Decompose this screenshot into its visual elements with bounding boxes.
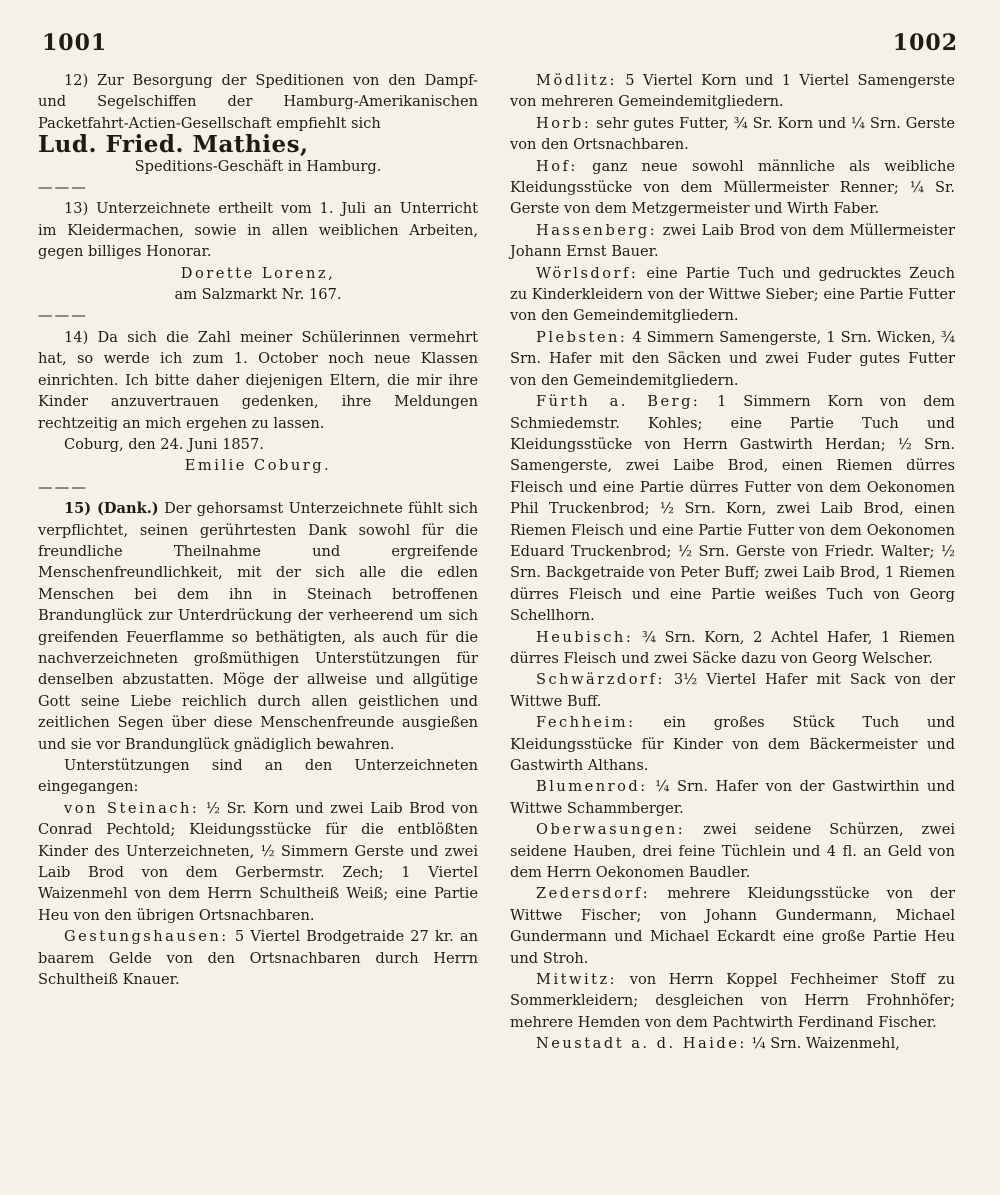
list-item-place: Hof: [536, 157, 578, 175]
list-item [510, 819, 955, 883]
list-item [510, 263, 955, 327]
list-item-text: zwei Laib Brod von dem Müllermeister Johann Ernst Bauer. [510, 221, 955, 261]
page-number-left: 1001 [42, 30, 108, 56]
list-item [510, 627, 955, 670]
list-item [510, 669, 955, 712]
list-item [510, 70, 955, 113]
ad-15-text [38, 498, 478, 755]
list-item-text: 4 Simmern Samengerste, 1 Srn. Wicken, ¾ Srn. Hafer mit den Säcken und zwei Fuder gutes Futter von den Gemeindemitgliedern. [510, 328, 956, 389]
list-item [38, 798, 478, 926]
ad-12-business: Speditions-Geschäft in Hamburg. [134, 157, 382, 175]
list-item-text: 5 Viertel Brodgetraide 27 kr. an baarem Gelde von den Ortsnachbaren durch Herrn Schultheiß Knauer. [38, 928, 478, 989]
list-item [510, 391, 955, 626]
separator-2: ——— [38, 307, 88, 325]
list-item-place: Plebsten: [536, 328, 628, 346]
ad-15-label: 15) (Dank.) [64, 500, 159, 518]
list-item-text: ½ Sr. Korn und zwei Laib Brod von Conrad Pechtold; Kleidungsstücke für die entblößten Kinder des Unterzeichneten, ½ Simmern Gerste und zwei Laib Brod von dem Gerbermstr. Zech; 1 Viertel Waizenmehl von dem Herrn Schultheiß Weiß; eine Partie Heu von den übrigen Ortsnachbaren. [38, 799, 478, 924]
list-item-text: ganz neue sowohl männliche als weibliche Kleidungsstücke von dem Müllermeister Renner; ¼ Sr. Gerste von dem Metzgermeister und Wirth Faber. [510, 157, 956, 218]
list-item-place: Heubisch: [536, 628, 634, 646]
left-column [38, 70, 478, 1175]
list-item-text: 5 Viertel Korn und 1 Viertel Samengerste von mehreren Gemeindemitgliedern. [510, 72, 956, 111]
right-column [510, 70, 955, 1175]
separator-3: ——— [38, 478, 88, 496]
list-item-place: Gestungshausen: [64, 928, 229, 946]
list-item [510, 776, 955, 819]
list-item-place: Blumenrod: [536, 778, 648, 796]
ad-12-firm-name: Lud. Fried. Mathies, [38, 131, 309, 159]
list-item-text: 1 Simmern Korn von dem Schmiedemstr. Kohles; eine Partie Tuch und Kleidungsstücke von Herrn Gastwirth Herdan; ½ Srn. Samengerste, zwei Laibe Brod, einen Riemen dürres Fleisch und eine Partie dürres Futter von dem Oekonomen Phil Truckenbrod; ½ Srn. Korn, zwei Laib Brod, einen Riemen Fleisch und eine Partie Futter von dem Oekonomen Eduard Truckenbrod; ½ Srn. Gerste von Friedr. Walter; ½ Srn. Backgetraide von Peter Buff; zwei Laib Brod, 1 Riemen dürres Fleisch und eine Partie weißes Tuch von Georg Schellhorn. [510, 393, 955, 625]
ad-14-name: Emilie Coburg. [184, 457, 332, 475]
list-item-place: Fürth a. Berg: [536, 393, 701, 411]
list-item [510, 156, 955, 220]
list-item [38, 926, 478, 990]
page-number-right: 1002 [892, 30, 958, 56]
list-item [510, 220, 955, 263]
list-item-text: ¼ Srn. Waizenmehl, [751, 1035, 900, 1053]
list-item-place: von Steinach: [64, 799, 200, 817]
list-item [510, 1033, 955, 1054]
list-item-place: Hassenberg: [536, 221, 658, 239]
list-item-place: Oberwasungen: [536, 821, 686, 839]
list-item-text: mehrere Kleidungsstücke von der Wittwe Fischer; von Johann Gundermann, Michael Gundermann und Michael Eckardt eine große Partie Heu und Stroh. [510, 885, 955, 967]
list-item-text: sehr gutes Futter, ¾ Sr. Korn und ¼ Srn. Gerste von den Ortsnachbaren. [510, 114, 955, 154]
ad-13-text: 13) Unterzeichnete ertheilt vom 1. Juli an Unterricht im Kleidermachen, sowie in allen weiblichen Arbeiten, gegen billiges Honorar. [38, 200, 478, 261]
list-item-place: Zedersdorf: [536, 885, 651, 903]
ad-15-body: Der gehorsamst Unterzeichnete fühlt sich verpflichtet, seinen gerührtesten Dank sowohl für die freundliche Theilnahme und ergreifende Menschenfreundlichkeit, mit der sich alle die edlen Menschen bei dem ihn in Steinach betroffenen Brandunglück zur Unterdrückung der verheerend um sich greifenden Feuerflamme so bethätigten, als auch für die nachverzeichneten großmüthigen Unterstützungen für denselben abzustatten. Möge der allweise und allgütige Gott seine Liebe reichlich durch allen geistlichen und zeitlichen Segen über diese Menschenfreunde ausgießen und sie vor Brandunglück gnädiglich bewahren. [38, 500, 478, 753]
list-item [510, 883, 955, 969]
list-item-text: von Herrn Koppel Fechheimer Stoff zu Sommerkleidern; desgleichen von Herrn Frohnhöfer; mehrere Hemden von dem Pachtwirth Ferdinand Fischer. [510, 971, 956, 1031]
ad-13-address: am Salzmarkt Nr. 167. [174, 286, 342, 304]
ad-13-name: Dorette Lorenz, [180, 264, 336, 282]
list-item-place: Fechheim: [536, 714, 636, 732]
list-item-place: Mödlitz: [536, 72, 617, 89]
separator-1: ——— [38, 179, 88, 197]
list-item-place: Mitwitz: [536, 971, 618, 989]
list-item-place: Horb: [536, 114, 592, 132]
list-item-place: Wörlsdorf: [536, 264, 639, 282]
ad-15-intro: Unterstützungen sind an den Unterzeichneten eingegangen: [38, 757, 478, 796]
list-item-text: ein großes Stück Tuch und Kleidungsstücke für Kinder von dem Bäckermeister und Gastwirth Althans. [510, 714, 955, 774]
list-item [510, 327, 955, 391]
list-item-text: 3½ Viertel Hafer mit Sack von der Wittwe Buff. [510, 671, 956, 710]
list-item-text: zwei seidene Schürzen, zwei seidene Hauben, drei feine Tüchlein und 4 fl. an Geld von dem Herrn Oekonomen Baudler. [510, 821, 955, 882]
ad-12-text: 12) Zur Besorgung der Speditionen von den Dampf- und Segelschiffen der Hamburg-Amerikanischen Packetfahrt-Actien-Gesellschaft empfiehlt sich [38, 72, 478, 132]
list-item-text: ¼ Srn. Hafer von der Gastwirthin und Wittwe Schammberger. [510, 778, 955, 817]
ad-14-dateline: Coburg, den 24. Juni 1857. [64, 435, 264, 453]
list-item-text: eine Partie Tuch und gedrucktes Zeuch zu Kinderkleidern von der Wittwe Sieber; eine Partie Futter von den Gemeindemitgliedern. [510, 264, 955, 325]
list-item-place: Schwärzdorf: [536, 671, 665, 689]
list-item-place: Neustadt a. d. Haide: [536, 1035, 747, 1053]
list-item-text: ¾ Srn. Korn, 2 Achtel Hafer, 1 Riemen dürres Fleisch und zwei Säcke dazu von Georg Welscher. [510, 628, 956, 667]
list-item [510, 969, 955, 1033]
list-item [510, 712, 955, 776]
ad-14-text: 14) Da sich die Zahl meiner Schülerinnen vermehrt hat, so werde ich zum 1. October noch neue Klassen einrichten. Ich bitte daher diejenigen Eltern, die mir ihre Kinder anzuvertrauen gedenken, ihre Meldungen rechtzeitig an mich ergehen zu lassen. [38, 328, 478, 432]
list-item [510, 113, 955, 156]
